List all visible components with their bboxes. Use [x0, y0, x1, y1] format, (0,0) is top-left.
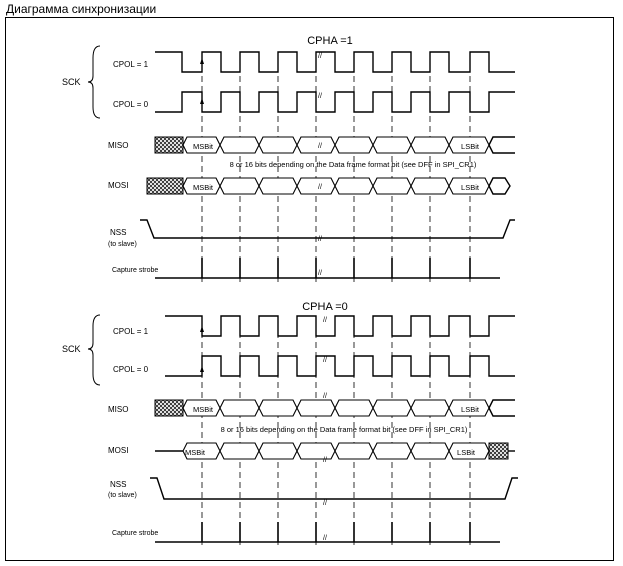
- nss-sub-label: (to slave): [108, 241, 137, 248]
- sck-cpol1-waveform: [155, 52, 515, 72]
- data-bit-cell: [259, 178, 297, 194]
- nss-sub-label: (to slave): [108, 492, 137, 499]
- break-mark: //: [318, 184, 322, 191]
- break-mark: //: [318, 53, 322, 60]
- data-bit-cell: [335, 443, 373, 459]
- mosi-msb-label: MSBit: [192, 183, 214, 192]
- break-mark: //: [318, 143, 322, 150]
- data-bit-cell: [220, 137, 259, 153]
- mosi-hatch: [489, 443, 508, 459]
- section-title: CPHA =0: [302, 301, 348, 313]
- nss-waveform: [150, 478, 518, 499]
- miso-bus: [183, 400, 489, 416]
- data-bit-cell: [373, 400, 411, 416]
- data-bit-cell: [373, 178, 411, 194]
- nss-waveform: [140, 220, 515, 238]
- capture-label: Capture strobe: [112, 530, 159, 537]
- miso-bus: [183, 137, 489, 153]
- data-bit-cell: [297, 443, 335, 459]
- frame-note: 8 or 16 bits depending on the Data frame format bit (see DFF in SPI_CR1): [229, 160, 477, 169]
- data-bit-cell: [411, 443, 449, 459]
- hatch-line: [501, 452, 508, 459]
- miso-lsb-label: LSBit: [461, 142, 479, 151]
- miso-hatch: [155, 137, 183, 153]
- sck-brace: [88, 46, 100, 118]
- break-mark: //: [318, 236, 322, 243]
- cpol1-label: CPOL = 1: [113, 327, 149, 336]
- sck-cpol0-waveform: [155, 92, 515, 112]
- cpol0-label: CPOL = 0: [113, 100, 149, 109]
- mosi-lsb-label: LSBit: [457, 448, 475, 457]
- data-bit-cell: [335, 178, 373, 194]
- miso-msb-label: MSBit: [192, 405, 214, 414]
- break-mark: //: [323, 393, 327, 400]
- break-mark: //: [323, 457, 327, 464]
- edge-arrow: [200, 98, 204, 104]
- data-bit-cell: [259, 137, 297, 153]
- mosi-bus: [183, 178, 489, 194]
- miso-lsb-label: LSBit: [461, 405, 479, 414]
- sck-cpol0-waveform: [165, 356, 515, 376]
- mosi-label: MOSI: [108, 181, 129, 190]
- capture-label: Capture strobe: [112, 267, 159, 274]
- mosi-hatch: [147, 178, 183, 194]
- miso-msb-label: MSBit: [192, 142, 214, 151]
- sck-label: SCK: [62, 77, 81, 87]
- miso-label: MISO: [108, 141, 129, 150]
- cpol0-label: CPOL = 0: [113, 365, 149, 374]
- cpol1-label: CPOL = 1: [113, 60, 149, 69]
- section-cpha1: [62, 35, 515, 282]
- data-bit-cell: [411, 137, 449, 153]
- miso-label: MISO: [108, 405, 129, 414]
- data-bit-cell: [411, 400, 449, 416]
- mosi-bus: [183, 443, 489, 459]
- data-bit-cell: [373, 137, 411, 153]
- frame-note: 8 or 16 bits depending on the Data frame format bit (see DFF in SPI_CR1): [220, 425, 468, 434]
- section-title: CPHA =1: [307, 35, 353, 47]
- miso-tail: [489, 408, 515, 416]
- nss-label: NSS: [110, 228, 127, 237]
- mosi-lsb-label: LSBit: [461, 183, 479, 192]
- break-mark: //: [323, 317, 327, 324]
- miso-hatch: [155, 400, 183, 416]
- edge-arrow: [200, 326, 204, 332]
- miso-tail: [489, 137, 515, 145]
- diagram-caption: Диаграмма синхронизации: [6, 2, 157, 16]
- miso-tail: [489, 400, 515, 408]
- data-bit-cell: [297, 178, 335, 194]
- sck-brace: [88, 315, 100, 385]
- nss-label: NSS: [110, 480, 127, 489]
- edge-arrow: [200, 58, 204, 64]
- data-bit-cell: [411, 178, 449, 194]
- sck-cpol1-waveform: [165, 316, 515, 336]
- break-mark: //: [323, 357, 327, 364]
- break-mark: //: [323, 500, 327, 507]
- break-mark: //: [318, 270, 322, 277]
- section-cpha0: [62, 301, 518, 545]
- data-bit-cell: [220, 178, 259, 194]
- data-bit-cell: [335, 137, 373, 153]
- data-bit-cell: [297, 400, 335, 416]
- miso-tail: [489, 145, 515, 153]
- data-bit-cell: [259, 400, 297, 416]
- data-bit-cell: [297, 137, 335, 153]
- break-mark: //: [323, 535, 327, 542]
- mosi-label: MOSI: [108, 446, 129, 455]
- mosi-tail: [489, 178, 510, 194]
- data-bit-cell: [220, 443, 259, 459]
- data-bit-cell: [373, 443, 411, 459]
- data-bit-cell: [259, 443, 297, 459]
- sck-label: SCK: [62, 344, 81, 354]
- edge-arrow: [200, 366, 204, 372]
- hatch-line: [501, 443, 508, 450]
- mosi-msb-label: MSBit: [184, 448, 206, 457]
- data-bit-cell: [220, 400, 259, 416]
- break-mark: //: [318, 93, 322, 100]
- data-bit-cell: [335, 400, 373, 416]
